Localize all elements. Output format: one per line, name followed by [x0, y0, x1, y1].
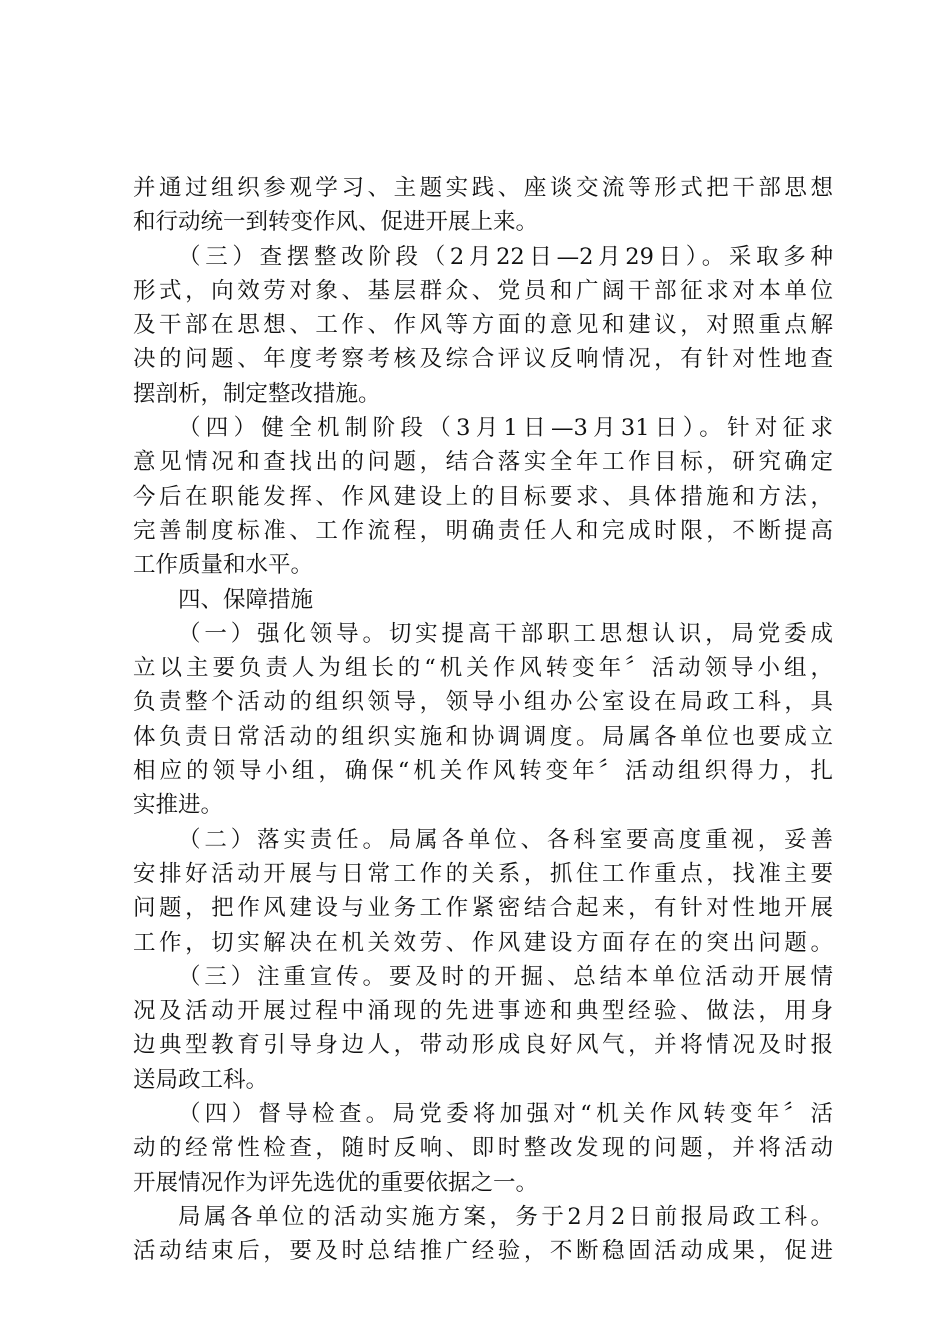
text-line: （三）注重宣传。要及时的开掘、总结本单位活动开展情: [178, 963, 833, 990]
text-line: 及干部在思想、工作、作风等方面的意见和建议，对照重点解: [133, 312, 833, 339]
text-line: （三）查摆整改阶段（2月22日—2月29日）。采取多种: [178, 243, 833, 270]
text-line: 送局政工科。: [133, 1066, 269, 1093]
text-line: （一）强化领导。切实提高干部职工思想认识，局党委成: [178, 620, 833, 647]
text-line: （四）健全机制阶段（3月1日—3月31日）。针对征求: [178, 415, 833, 442]
text-line: 摆剖析，制定整改措施。: [133, 380, 381, 407]
text-line: 工作，切实解决在机关效劳、作风建设方面存在的突出问题。: [133, 929, 833, 956]
text-line: 并通过组织参观学习、主题实践、座谈交流等形式把干部思想: [133, 175, 833, 201]
text-line: 决的问题、年度考察考核及综合评议反响情况，有针对性地查: [133, 346, 833, 373]
text-line: 今后在职能发挥、作风建设上的目标要求、具体措施和方法，: [133, 483, 833, 510]
text-line: 动的经常性检查，随时反响、即时整改发现的问题，并将活动: [133, 1135, 833, 1162]
text-line: （二）落实责任。局属各单位、各科室要高度重视，妥善: [178, 826, 833, 853]
text-line: 和行动统一到转变作风、促进开展上来。: [133, 209, 539, 236]
text-line: 问题，把作风建设与业务工作紧密结合起来，有针对性地开展: [133, 895, 833, 922]
text-line: 局属各单位的活动实施方案，务于2月2日前报局政工科。: [178, 1203, 833, 1230]
text-line: 相应的领导小组，确保“机关作风转变年〞活动组织得力，扎: [133, 758, 833, 785]
text-line: 实推进。: [133, 792, 224, 819]
document-body: [133, 171, 833, 1269]
text-line: 意见情况和查找出的问题，结合落实全年工作目标，研究确定: [133, 449, 833, 476]
text-line: 工作质量和水平。: [133, 552, 314, 579]
text-line: 四、保障措施: [178, 586, 314, 613]
text-line: 负责整个活动的组织领导，领导小组办公室设在局政工科，具: [133, 689, 833, 716]
text-line: 立以主要负责人为组长的“机关作风转变年〞活动领导小组，: [133, 655, 833, 682]
text-line: 体负责日常活动的组织实施和协调调度。局属各单位也要成立: [133, 723, 833, 750]
text-line: 形式，向效劳对象、基层群众、党员和广阔干部征求对本单位: [133, 277, 833, 304]
text-line: 完善制度标准、工作流程，明确责任人和完成时限，不断提高: [133, 517, 833, 544]
text-line: 活动结束后，要及时总结推广经验，不断稳固活动成果，促进: [133, 1238, 833, 1265]
text-line: 开展情况作为评先选优的重要依据之一。: [133, 1169, 539, 1196]
text-line: （四）督导检查。局党委将加强对“机关作风转变年〞活: [178, 1101, 833, 1128]
text-line: 安排好活动开展与日常工作的关系，抓住工作重点，找准主要: [133, 860, 833, 887]
text-line: 边典型教育引导身边人，带动形成良好风气，并将情况及时报: [133, 1032, 833, 1059]
text-line: 况及活动开展过程中涌现的先进事迹和典型经验、做法，用身: [133, 998, 833, 1025]
